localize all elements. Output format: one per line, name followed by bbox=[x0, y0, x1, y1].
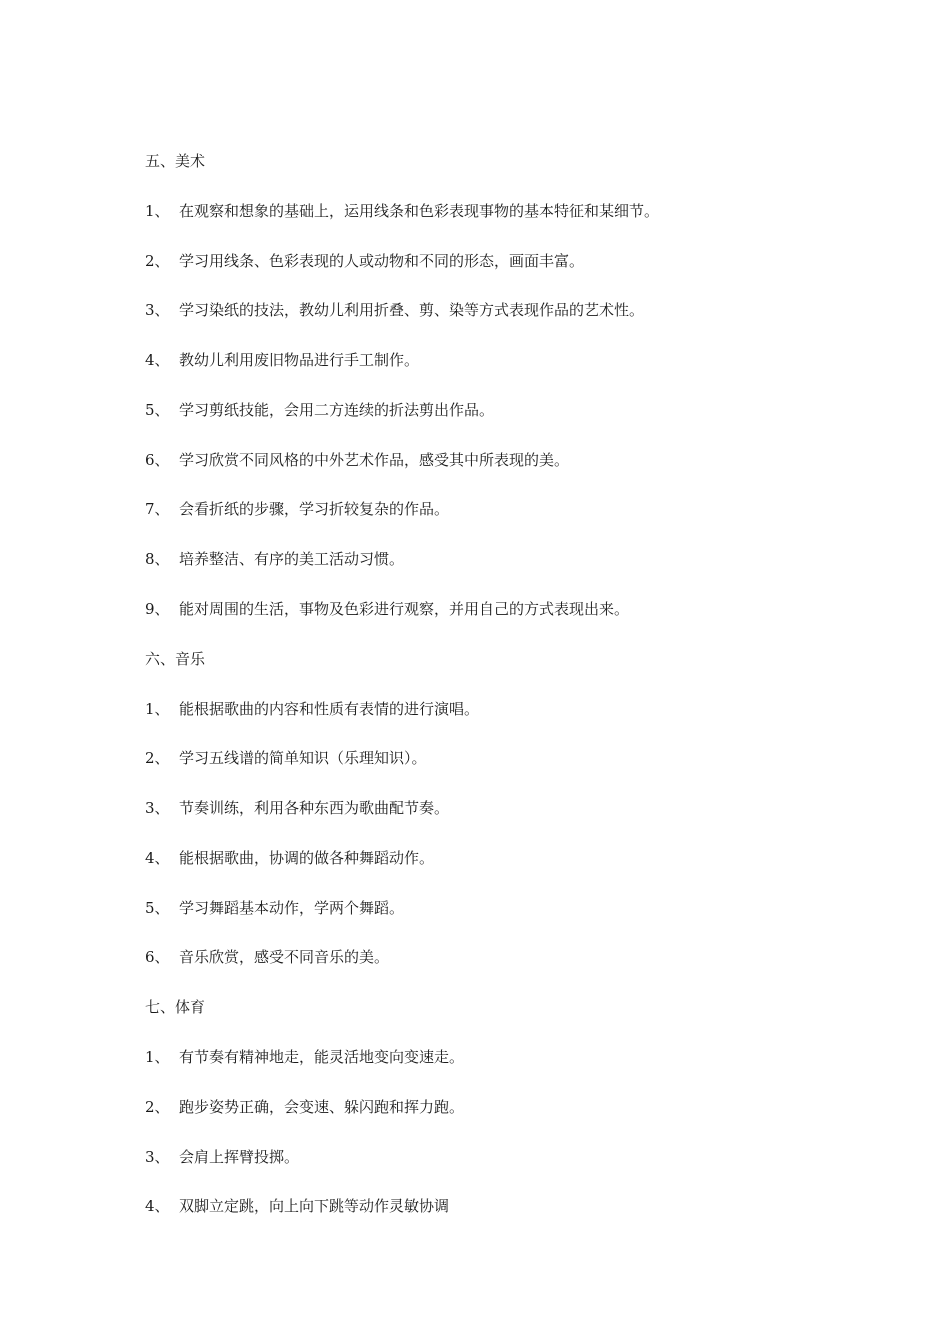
list-item bbox=[145, 1145, 299, 1169]
list-item bbox=[145, 249, 584, 273]
item-number: 5、 bbox=[145, 899, 170, 917]
list-item bbox=[145, 1095, 464, 1119]
item-number: 5、 bbox=[145, 401, 170, 419]
item-number: 9、 bbox=[145, 600, 170, 618]
list-item bbox=[145, 1194, 449, 1218]
list-item bbox=[145, 1045, 464, 1069]
item-text: 能对周围的生活，事物及色彩进行观察，并用自己的方式表现出来。 bbox=[179, 600, 630, 618]
item-number: 3、 bbox=[145, 301, 170, 319]
list-item bbox=[145, 945, 389, 969]
item-text: 学习剪纸技能，会用二方连续的折法剪出作品。 bbox=[179, 401, 495, 419]
item-number: 4、 bbox=[145, 1197, 170, 1215]
item-number: 8、 bbox=[145, 550, 170, 568]
item-text: 音乐欣赏，感受不同音乐的美。 bbox=[179, 948, 390, 966]
section-heading-pe: 七、体育 bbox=[145, 998, 206, 1016]
item-text: 教幼儿利用废旧物品进行手工制作。 bbox=[179, 351, 420, 369]
item-text: 双脚立定跳，向上向下跳等动作灵敏协调 bbox=[179, 1197, 450, 1215]
item-text: 会看折纸的步骤，学习折较复杂的作品。 bbox=[179, 500, 450, 518]
list-item bbox=[145, 199, 659, 223]
item-number: 2、 bbox=[145, 749, 170, 767]
list-item bbox=[145, 796, 449, 820]
list-item bbox=[145, 348, 419, 372]
item-number: 1、 bbox=[145, 1048, 170, 1066]
item-text: 节奏训练，利用各种东西为歌曲配节奏。 bbox=[179, 799, 450, 817]
item-text: 在观察和想象的基础上，运用线条和色彩表现事物的基本特征和某细节。 bbox=[179, 202, 660, 220]
item-text: 学习舞蹈基本动作，学两个舞蹈。 bbox=[179, 899, 405, 917]
item-number: 3、 bbox=[145, 799, 170, 817]
item-text: 学习五线谱的简单知识（乐理知识）。 bbox=[179, 749, 427, 767]
list-item bbox=[145, 448, 569, 472]
list-item bbox=[145, 547, 404, 571]
item-number: 4、 bbox=[145, 849, 170, 867]
item-text: 培养整洁、有序的美工活动习惯。 bbox=[179, 550, 405, 568]
item-text: 学习染纸的技法，教幼儿利用折叠、剪、染等方式表现作品的艺术性。 bbox=[179, 301, 645, 319]
item-number: 6、 bbox=[145, 451, 170, 469]
list-item bbox=[145, 697, 479, 721]
item-text: 能根据歌曲，协调的做各种舞蹈动作。 bbox=[179, 849, 435, 867]
item-number: 2、 bbox=[145, 1098, 170, 1116]
item-number: 4、 bbox=[145, 351, 170, 369]
list-item bbox=[145, 298, 644, 322]
section-heading-art: 五、美术 bbox=[145, 152, 206, 170]
item-number: 3、 bbox=[145, 1148, 170, 1166]
item-text: 会肩上挥臂投掷。 bbox=[179, 1148, 300, 1166]
list-item bbox=[145, 896, 404, 920]
item-number: 6、 bbox=[145, 948, 170, 966]
item-number: 7、 bbox=[145, 500, 170, 518]
list-item bbox=[145, 846, 434, 870]
item-text: 有节奏有精神地走，能灵活地变向变速走。 bbox=[179, 1048, 465, 1066]
item-number: 1、 bbox=[145, 700, 170, 718]
item-number: 1、 bbox=[145, 202, 170, 220]
list-item bbox=[145, 746, 427, 770]
item-text: 学习用线条、色彩表现的人或动物和不同的形态，画面丰富。 bbox=[179, 252, 585, 270]
list-item bbox=[145, 497, 449, 521]
item-text: 跑步姿势正确，会变速、躲闪跑和挥力跑。 bbox=[179, 1098, 465, 1116]
item-text: 能根据歌曲的内容和性质有表情的进行演唱。 bbox=[179, 700, 480, 718]
list-item bbox=[145, 398, 494, 422]
item-number: 2、 bbox=[145, 252, 170, 270]
item-text: 学习欣赏不同风格的中外艺术作品，感受其中所表现的美。 bbox=[179, 451, 570, 469]
section-heading-music: 六、音乐 bbox=[145, 650, 206, 668]
list-item bbox=[145, 597, 629, 621]
